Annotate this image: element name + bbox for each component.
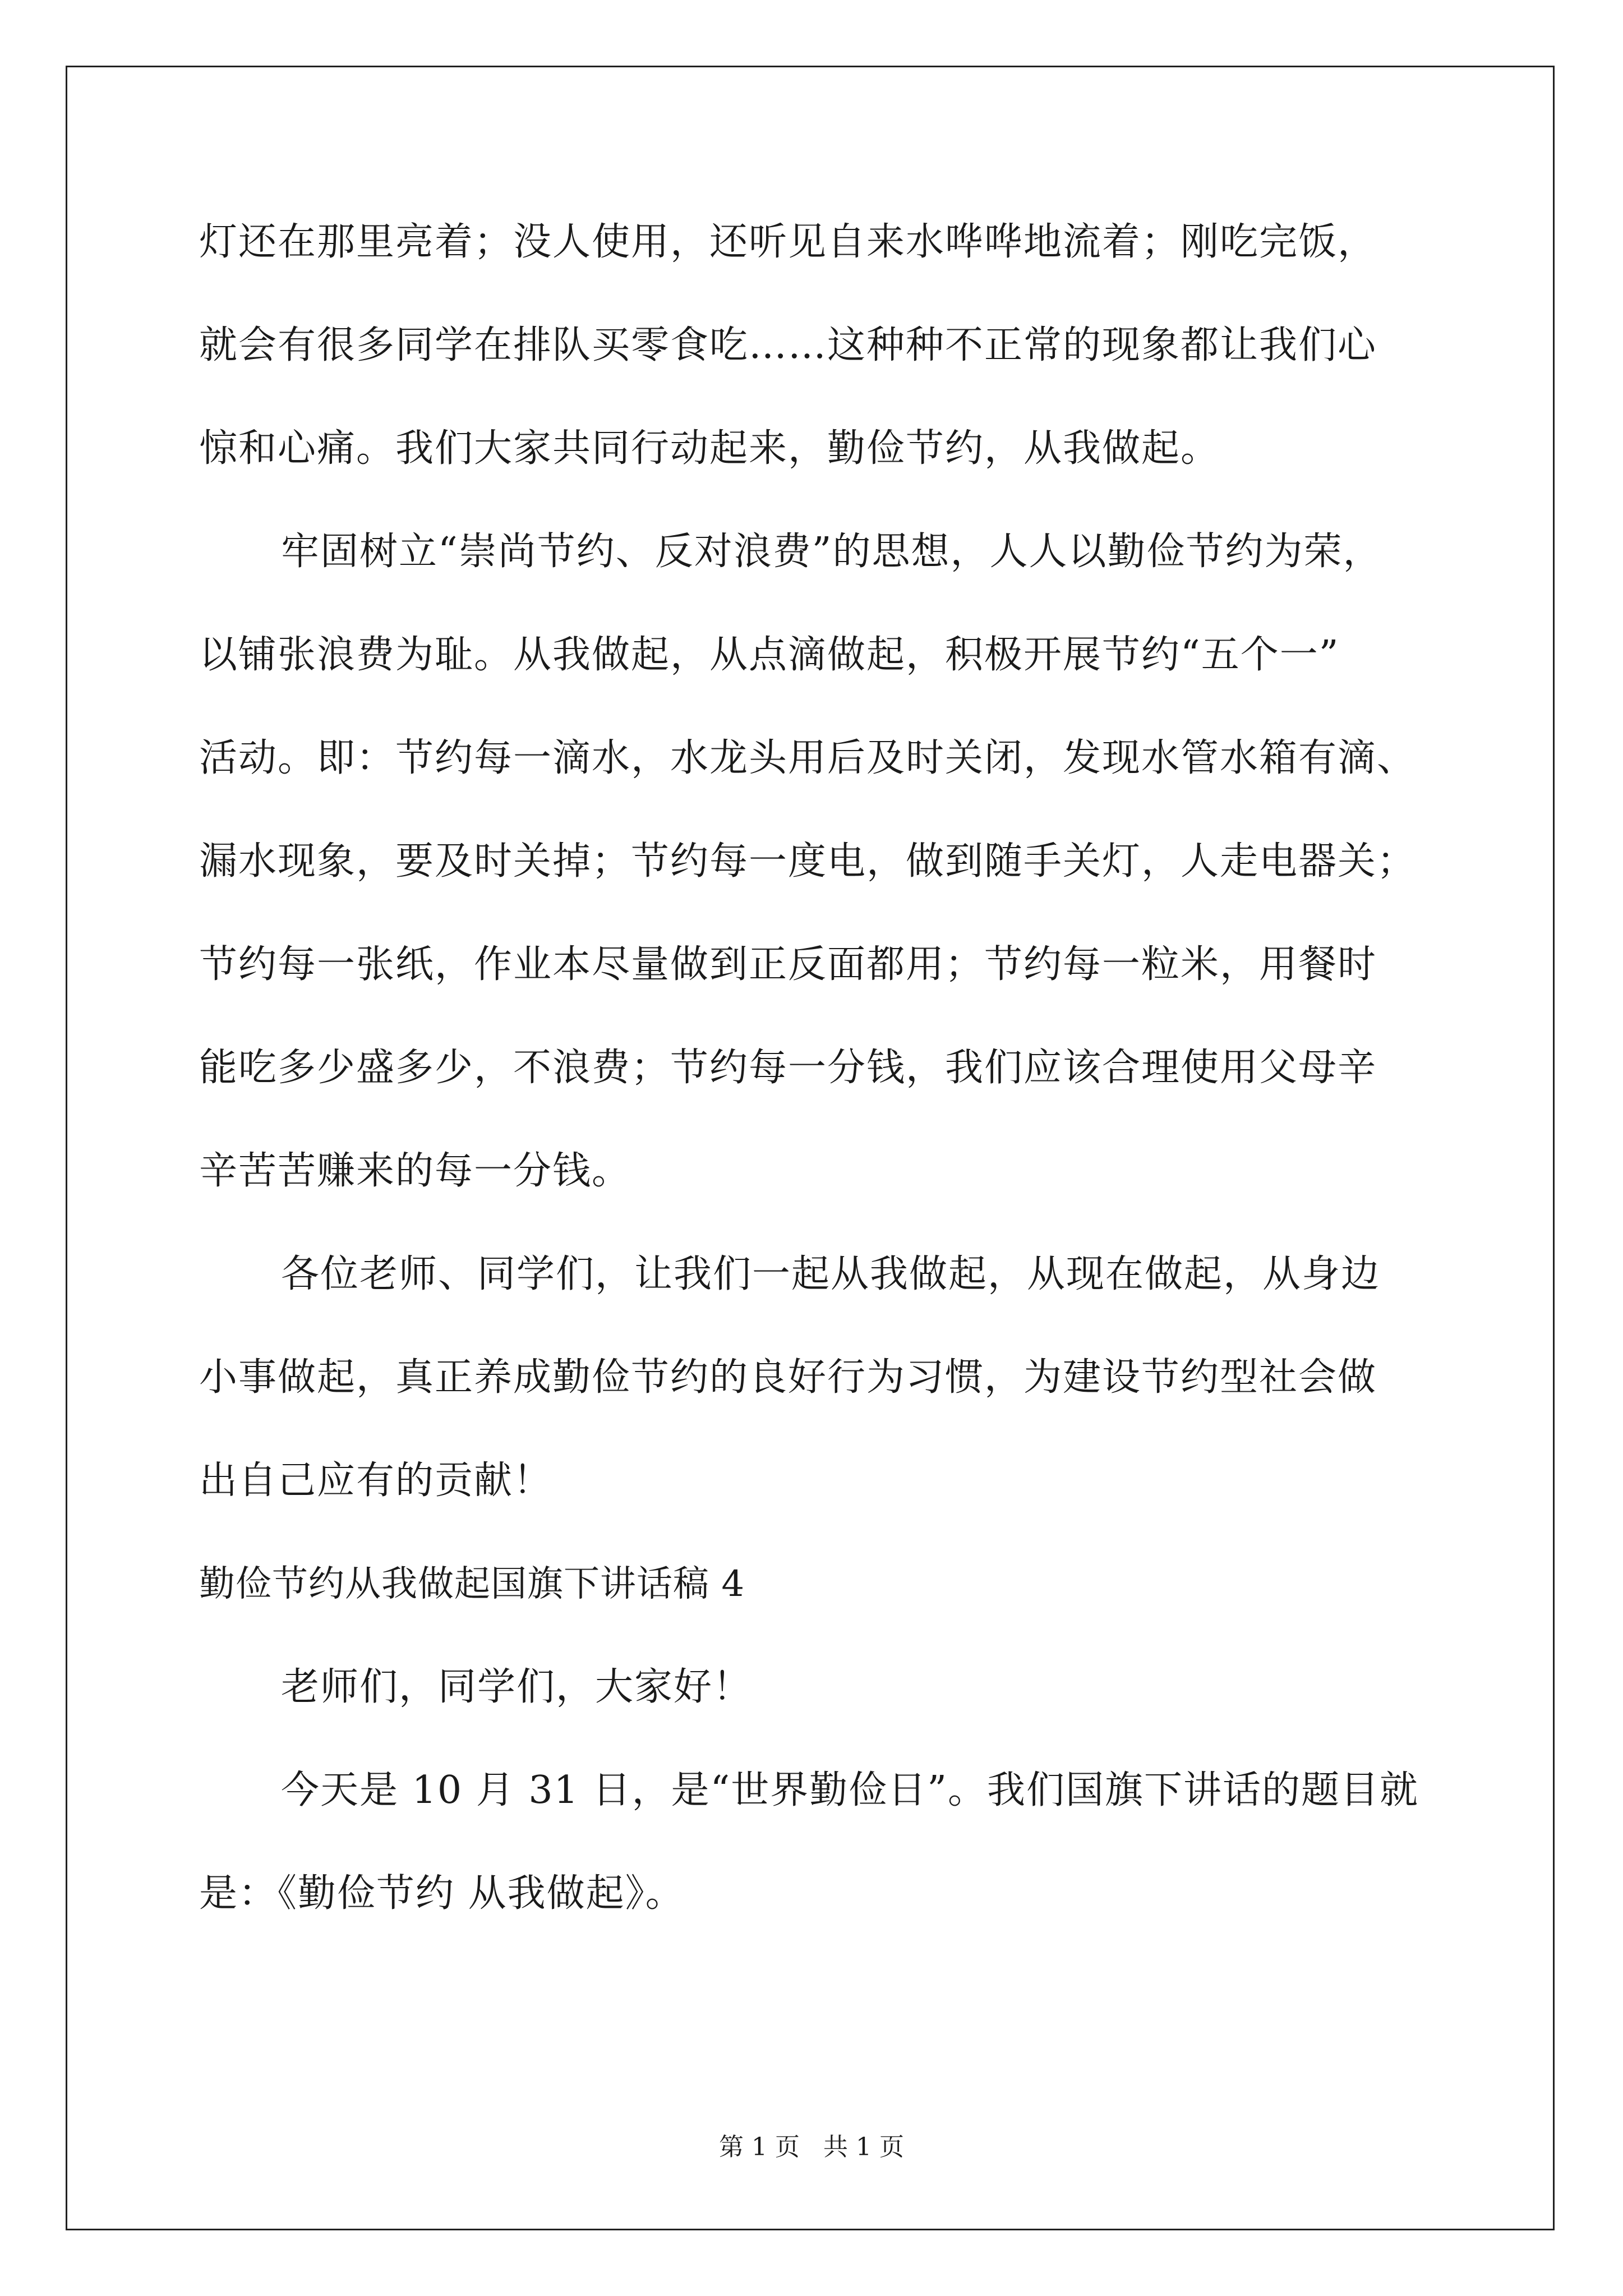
text-line: 节约每一张纸，作业本尽量做到正反面都用；节约每一粒米，用餐时 — [199, 942, 1377, 987]
paragraph — [199, 1654, 1455, 1757]
text-line: 就会有很多同学在排队买零食吃……这种种不正常的现象都让我们心 — [199, 323, 1377, 367]
paragraph — [199, 1757, 1455, 1963]
document-body — [199, 209, 1455, 1963]
text-line: 出自己应有的贡献！ — [199, 1458, 553, 1503]
text-line: 牢固树立“崇尚节约、反对浪费”的思想，人人以勤俭节约为荣， — [281, 530, 1382, 574]
text-line: 以铺张浪费为耻。从我做起，从点滴做起，积极开展节约“五个一” — [199, 633, 1340, 677]
text-line: 惊和心痛。我们大家共同行动起来，勤俭节约，从我做起。 — [199, 426, 1220, 471]
text-line: 是：《勤俭节约 从我做起》。 — [199, 1871, 685, 1916]
text-line: 今天是 10 月 31 日，是“世界勤俭日”。我们国旗下讲话的题目就 — [281, 1768, 1419, 1812]
page-number: 第 1 页 共 1 页 — [719, 2133, 904, 2161]
paragraph — [199, 1241, 1455, 1550]
text-line: 小事做起，真正养成勤俭节约的良好行为习惯，为建设节约型社会做 — [199, 1355, 1377, 1400]
paragraph — [199, 209, 1455, 518]
text-line: 漏水现象，要及时关掉；节约每一度电，做到随手关灯，人走电器关； — [199, 839, 1417, 884]
text-line: 辛苦苦赚来的每一分钱。 — [199, 1149, 631, 1193]
text-line: 活动。即：节约每一滴水，水龙头用后及时关闭，发现水管水箱有滴、 — [199, 736, 1417, 780]
text-line: 老师们，同学们，大家好！ — [281, 1665, 753, 1709]
paragraph — [199, 518, 1455, 1241]
text-line: 各位老师、同学们，让我们一起从我做起，从现在做起，从身边 — [281, 1252, 1381, 1296]
section-heading: 勤俭节约从我做起国旗下讲话稿 4 — [199, 1563, 745, 1605]
text-line: 能吃多少盛多少，不浪费；节约每一分钱，我们应该合理使用父母辛 — [199, 1046, 1377, 1090]
text-line: 灯还在那里亮着；没人使用，还听见自来水哗哗地流着；刚吃完饭， — [199, 220, 1377, 264]
